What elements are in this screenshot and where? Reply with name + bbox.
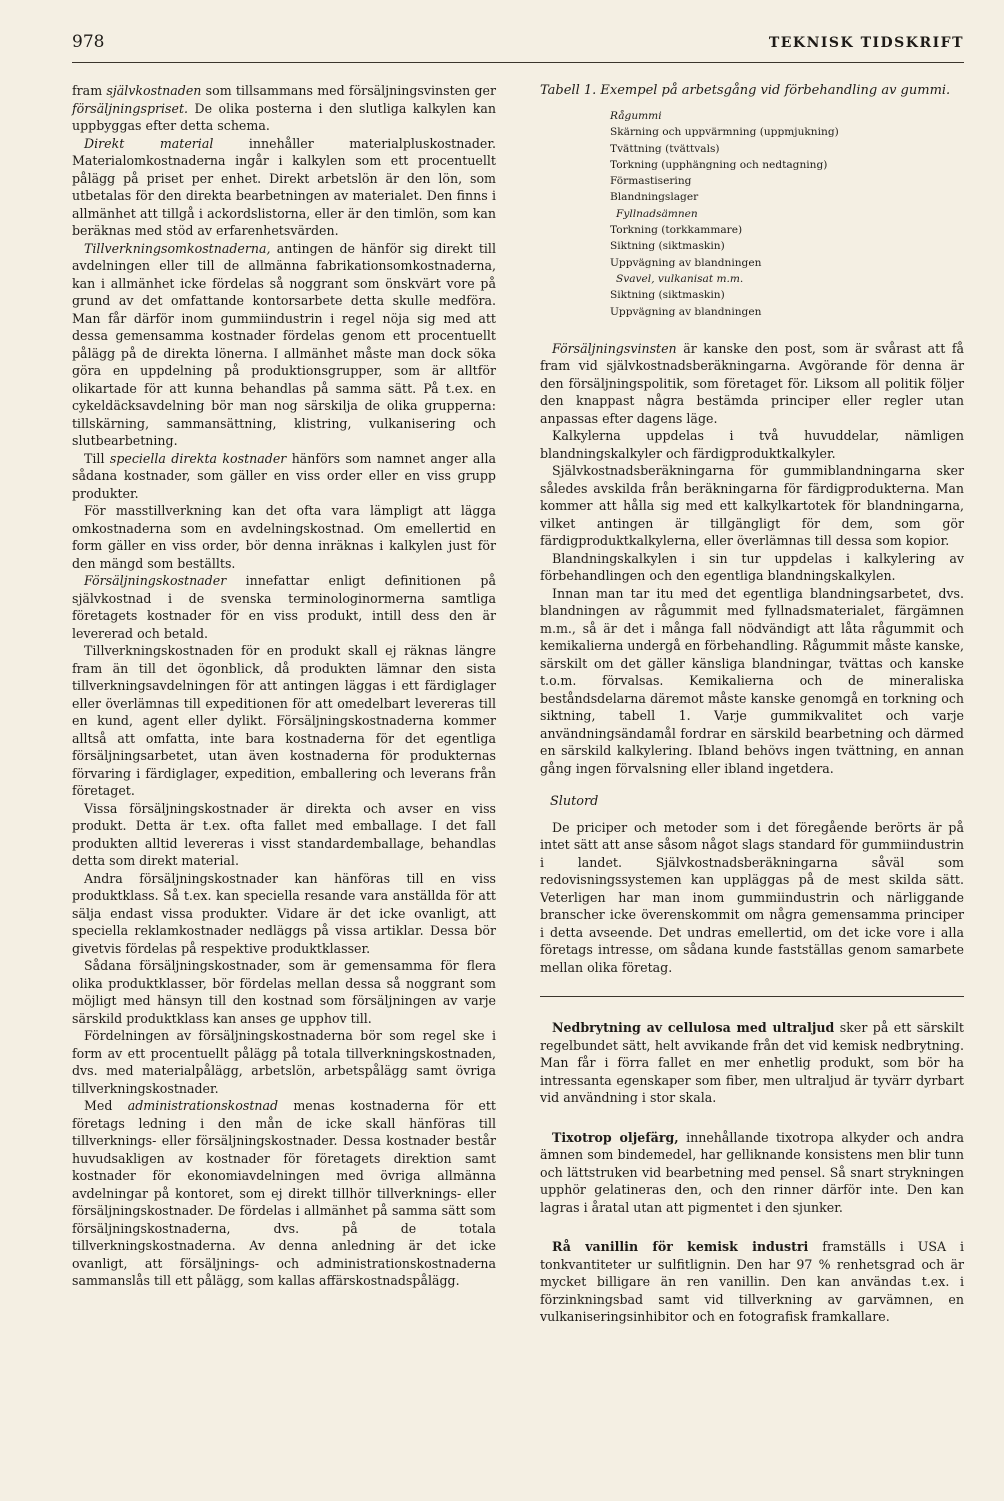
right-column: [540, 82, 964, 1348]
paragraph: Tillverkningskostnaden för en produkt skall ej räknas längre fram än till det ögonblick, då produkten lämnar den sista tillverkningsavdelningen för att antingen läggas i ett färdiglager eller överlämnas till expeditionen för att omedelbart levereras till en kund, agent eller dylikt. Försäljningskostnaderna kommer alltså att omfatta, inte bara kostnaderna för det egentliga försäljningsarbetet, utan även kostnaderna för produkternas förvaring i färdiglager, expedition, emballering och leverans från företaget.: [72, 643, 496, 798]
table-row: Torkning (torkkammare): [610, 224, 743, 237]
section-heading: Slutord: [550, 794, 599, 810]
page-header: [72, 30, 964, 60]
paragraph: Med administrationskostnad menas kostnaderna för ett företags ledning i den mån de icke skall hänföras till tillverknings- eller försäljningskostnader. Dessa kostnader består huvudsakligen av kostnader för företagets direktion samt kostnader för ekonomiavdelningen med övriga allmänna avdelningar på kontoret, som ej direkt tillhör tillverknings- eller försäljningskostnader. De fördelas i allmänhet på samma sätt som försäljningskostnaderna, dvs. på de totala tillverkningskostnaderna. Av denna anledning är det icke ovanligt, att försäljnings- och administrationskostnaderna sammanslås till ett pålägg, som kallas affärskostnadspålägg.: [72, 1098, 496, 1288]
left-column: [72, 82, 496, 1290]
paragraph: De priciper och metoder som i det föregående berörts är på intet sätt att anse såsom något slags standard för gummiindustrin i landet. Självkostnadsberäkningarna såväl som redovisningssystemen kan uppläggas på de mest skilda sätt. Veterligen har man inom gummiindustrin och närliggande branscher icke överenskommit om några gemensamma principer i detta avseende. Det undras emellertid, om det icke vore i alla företags intresse, om sådana kunde fastställas genom samarbete mellan olika företag.: [540, 819, 964, 975]
section-divider: [540, 996, 964, 997]
paragraph: Till speciella direkta kostnader hänförs som namnet anger alla sådana kostnader, som gäller en viss order eller en viss grupp produkter.: [72, 450, 496, 501]
paragraph: fram självkostnaden som tillsammans med försäljningsvinsten ger försäljningspriset. De olika posterna i den slutliga kalkylen kan uppbyggas efter detta schema.: [72, 83, 497, 133]
table-row: Skärning och uppvärmning (uppmjukning): [610, 126, 839, 139]
header-rule: [72, 62, 964, 63]
paragraph: Blandningskalkylen i sin tur uppdelas i kalkylering av förbehandlingen och den egentliga blandningskalkylen.: [540, 550, 964, 584]
news-item: Nedbrytning av cellulosa med ultraljud sker på ett särskilt regelbundet sätt, helt avvikande från det vid kemisk nedbrytning. Man får i förra fallet en mer enhetlig produkt, som bör ha intressanta egenskaper som fiber, men ultraljud är tyvärr dyrbart vid användning i stor skala.: [540, 1020, 964, 1106]
table-row: Blandningslager: [610, 191, 699, 204]
table-group-heading: Svavel, vulkanisat m.m.: [616, 272, 744, 285]
table-row: Torkning (upphängning och nedtagning): [610, 158, 828, 171]
table-caption: Tabell 1. Exempel på arbetsgång vid förbehandling av gummi.: [540, 83, 951, 98]
paragraph: Fördelningen av försäljningskostnaderna bör som regel ske i form av ett procentuellt pålägg på totala tillverkningskostnaden, dvs. med materialpålägg, arbetslön, arbetspålägg samt övriga tillverkningskostnader.: [72, 1028, 496, 1096]
table-group-heading: Fyllnadsämnen: [616, 207, 698, 220]
journal-title: TEKNISK TIDSKRIFT: [768, 35, 964, 51]
paragraph: Innan man tar itu med det egentliga blandningsarbetet, dvs. blandningen av rågummit med fyllnadsmaterialet, färgämnen m.m., så är det i många fall nödvändigt att låta rågummit och kemikalierna undergå en förbehandling. Rågummit måste kanske, särskilt om det gäller känsliga blandningar, tvättas och kanske t.o.m. förvalsas. Kemikalierna och de mineraliska beståndsdelarna däremot måste kanske genomgå en torkning och siktning, tabell 1. Varje gummikvalitet och varje användningsändamål fordrar en särskild bearbetning och därmed en särskild kalkylering. Ibland behövs ingen tvättning, en annan gång ingen förvalsning eller ibland ingetdera.: [540, 585, 964, 776]
table-row: Siktning (siktmaskin): [610, 240, 725, 253]
page-number: 978: [72, 32, 105, 52]
paragraph: Andra försäljningskostnader kan hänföras till en viss produktklass. Så t.ex. kan speciella resande vara anställda för att sälja endast vissa produkter. Vidare är det icke ovanligt, att speciella reklamkostnader nedläggs på vissa artiklar. Dessa bör givetvis fördelas på respektive produktklasser.: [72, 870, 496, 956]
paragraph: För masstillverkning kan det ofta vara lämpligt att lägga omkostnaderna som en avdelningskostnad. Om emellertid en form gäller en viss order, bör denna inräknas i kalkylen just för den mängd som beställts.: [72, 503, 496, 571]
paragraph: Sådana försäljningskostnader, som är gemensamma för flera olika produktklasser, bör fördelas mellan dessa så noggrant som möjligt med hänsyn till den kostnad som försäljningen av varje särskild produktklass kan anses ge upphov till.: [72, 958, 496, 1026]
paragraph: Kalkylerna uppdelas i två huvuddelar, nämligen blandningskalkyler och färdigproduktkalkyler.: [540, 428, 964, 461]
table-group-heading: Rågummi: [610, 110, 662, 122]
paragraph: Tillverkningsomkostnaderna, antingen de hänför sig direkt till avdelningen eller till de allmänna fabrikationsomkostnaderna, kan i allmänhet icke fördelas så noggrant som önskvärt vore på grund av det omfattande kontorsarbete detta skulle medföra. Man får därför inom gummiindustrin i regel nöja sig med att dessa gemensamma kostnader fördelas genom ett procentuellt pålägg på de direkta lönerna. I allmänhet måste man dock söka göra en uppdelning på produktionsgrupper, som är alltför olikartade för att kunna behandlas på samma sätt. På t.ex. en cykeldäcksavdelning bör man nog särskilja de olika grupperna: tillskärning, sammansättning, klistring, vulkanisering och slutbearbetning.: [72, 240, 496, 448]
paragraph: Vissa försäljningskostnader är direkta och avser en viss produkt. Detta är t.ex. ofta fallet med emballage. I det fall produkten alltid levereras i visst standardemballage, behandlas detta som direkt material.: [72, 800, 496, 868]
paragraph: Försäljningsvinsten är kanske den post, som är svårast att få fram vid självkostnadsberäkningarna. Avgörande för denna är den försäljningspolitik, som företaget för. Liksom all politik följer den knappast några bestämda principer eller regler utan anpassas efter dagens läge.: [540, 340, 964, 426]
table-1: [540, 82, 964, 320]
table-row: Uppvägning av blandningen: [610, 256, 762, 269]
paragraph: Självkostnadsberäkningarna för gummiblandningarna sker således avskilda från beräkningarna för färdigprodukterna. Man kommer att hålla sig med ett kalkylkartotek för blandningarna, vilket antingen är tillgängligt för dem, som gör färdigproduktkalkylerna, eller överlämnas till dessa som kopior.: [540, 463, 964, 549]
table-row: Tvättning (tvättvals): [610, 142, 720, 155]
news-item: Tixotrop oljefärg, innehållande tixotropa alkyder och andra ämnen som bindemedel, har gelliknande konsistens men blir tunn och lättstruken vid bearbetning med pensel. Så snart strykningen upphör gelatineras den, och den rinner därför inte. Den kan lagras i åratal utan att pigmentet i den sjunker.: [540, 1129, 964, 1215]
table-row: Förmastisering: [610, 175, 692, 188]
news-item: Rå vanillin för kemisk industri framställs i USA i tonkvantiteter ur sulfitlignin. Den har 97 % renhetsgrad och är mycket billigare än ren vanillin. Den kan användas t.ex. i förzinkningsbad samt vid tillverkning av garvämnen, en vulkaniseringsinhibitor och en fotografisk framkallare.: [540, 1239, 964, 1325]
table-row: Siktning (siktmaskin): [610, 289, 725, 302]
table-row: Uppvägning av blandningen: [610, 305, 762, 318]
paragraph: Direkt material innehåller materialpluskostnader. Materialomkostnaderna ingår i kalkylen som ett procentuellt pålägg på priset per enhet. Direkt arbetslön är den lön, som utbetalas för den direkta bearbetningen av materialet. Den finns i allmänhet att tillgå i ackordslistorna, eller är den timlön, som kan beräknas med stöd av erfarenhetsvärden.: [72, 135, 496, 238]
paragraph: Försäljningskostnader innefattar enligt definitionen på självkostnad i de svenska terminologinormerna samtliga företagets kostnader för en viss produkt, intill dess den är levererad och betald.: [72, 573, 496, 641]
